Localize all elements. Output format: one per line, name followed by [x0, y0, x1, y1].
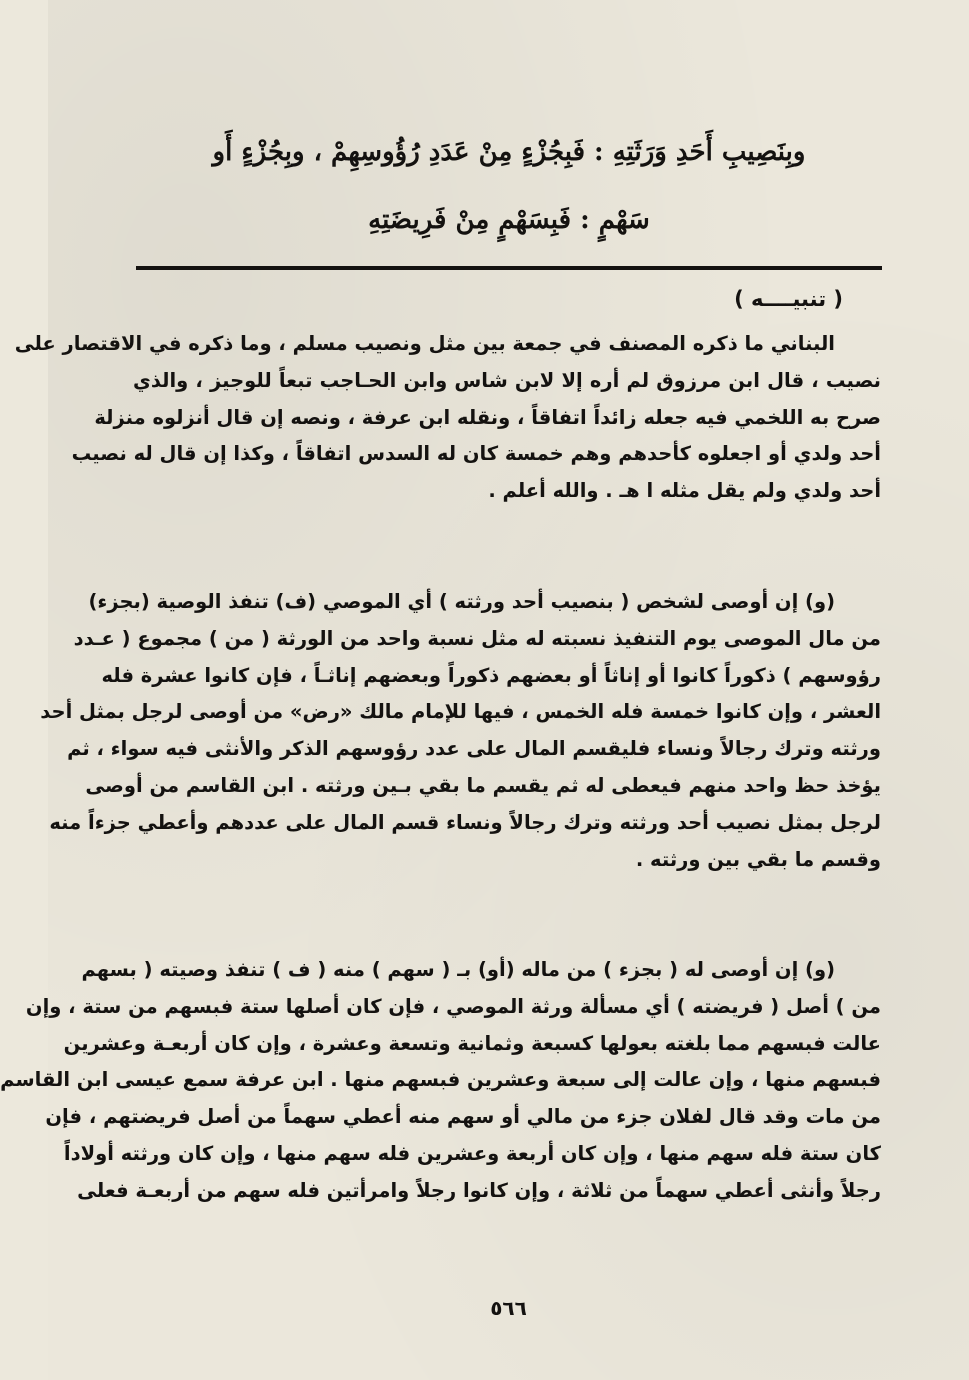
paragraph-line: عالت فبسهم مما بلغته بعولها كسبعة وثمانية وتسعة وعشرة ، وإن كان أربعـة وعشرين	[63, 1031, 881, 1055]
paragraph-line: العشر ، وإن كانوا خمسة فله الخمس ، فيها للإمام مالك «رض» من أوصى لرجل بمثل أحد	[40, 700, 881, 724]
page-number: ٥٦٦	[490, 1296, 527, 1320]
paragraph-line: يؤخذ حظ واحد منهم فيعطى له ثم يقسم ما بقي بـين ورثته . ابن القاسم من أوصى	[85, 773, 881, 797]
paragraph-line: (و) إن أوصى لشخص ( بنصيب أحد ورثته ) أي الموصي (ف) تنفذ الوصية (بجزء)	[88, 590, 835, 613]
matn-text	[144, 118, 874, 254]
paragraph-line: البناني ما ذكره المصنف في جمعة بين مثل ونصيب مسلم ، وما ذكره في الاقتصار على	[14, 332, 835, 355]
paragraph-line: ورثته وترك رجالاً ونساء فليقسم المال على عدد رؤوسهم الذكر والأنثى فيه سواء ، ثم	[67, 737, 881, 761]
commentary-paragraph-1	[14, 326, 881, 510]
paragraph-line: أحد ولدي ولم يقل مثله ا هـ . والله أعلم .	[488, 479, 881, 503]
paragraph-line: رؤوسهم ) ذكوراً كانوا أو إناثاً أو بعضهم ذكوراً وبعضهم إناثـاً ، فإن كانوا عشرة فله	[101, 663, 881, 687]
paragraph-line: من ) أصل ( فريضته ) أي مسألة ورثة الموصي ، فإن كان أصلها ستة فبسهم من ستة ، وإن	[25, 994, 881, 1018]
commentary-paragraph-2	[40, 584, 881, 878]
matn-line: وبِنَصِيبِ أَحَدِ وَرَثَتِهِ : فَبِجُزْءٍ مِنْ عَدَدِ رُؤُوسِهِمْ ، وبِجُزْءٍ أَو	[212, 137, 806, 167]
paragraph-line: وقسم ما بقي بين ورثته .	[635, 847, 881, 871]
paragraph-line: كان ستة فله سهم منها ، وإن كان أربعة وعشرين فله سهم منها ، وإن كان ورثته أولاداً	[63, 1141, 881, 1165]
paragraph-line: من مال الموصى يوم التنفيذ نسبته له مثل نسبة واحد من الورثة ( من ) مجموع ( عـدد	[73, 626, 881, 650]
paragraph-line: (و) إن أوصى له ( بجزء ) من ماله (أو) بـ ( سهم ) منه ( ف ) تنفذ وصيته ( بسهم	[81, 958, 835, 981]
tanbih-heading: ( تنبيــــه )	[734, 287, 843, 311]
matn-line: سَهْمٍ : فَبِسَهْمٍ مِنْ فَرِيضَتِهِ	[368, 205, 650, 235]
paragraph-line: فبسهم منها ، وإن عالت إلى سبعة وعشرين فبسهم منها . ابن عرفة سمع عيسى ابن القاسم	[0, 1068, 881, 1092]
paragraph-line: أحد ولدي أو اجعلوه كأحدهم وهم خمسة كان له السدس اتفاقاً ، وكذا إن قال له نصيب	[71, 442, 881, 466]
paragraph-line: لرجل بمثل نصيب أحد ورثته وترك رجالاً ونساء قسم المال على عددهم وأعطي جزءاً منه	[49, 810, 881, 834]
divider-rule	[136, 266, 882, 270]
paragraph-line: من مات وقد قال لفلان جزء من مالي أو سهم منه أعطي سهماً من أصل فريضتهم ، فإن	[45, 1105, 881, 1129]
paragraph-line: نصيب ، قال ابن مرزوق لم أره إلا لابن شاس وابن الحـاجب تبعاً للوجيز ، والذي	[133, 368, 881, 392]
commentary-paragraph-3	[0, 952, 881, 1210]
paragraph-line: صرح به اللخمي فيه جعله زائداً اتفاقاً ، ونقله ابن عرفة ، ونصه إن قال أنزلوه منزلة	[94, 405, 881, 429]
paragraph-line: رجلاً وأنثى أعطي سهماً من ثلاثة ، وإن كانوا رجلاً وامرأتين فله سهم من أربعـة فعلى	[77, 1178, 881, 1202]
